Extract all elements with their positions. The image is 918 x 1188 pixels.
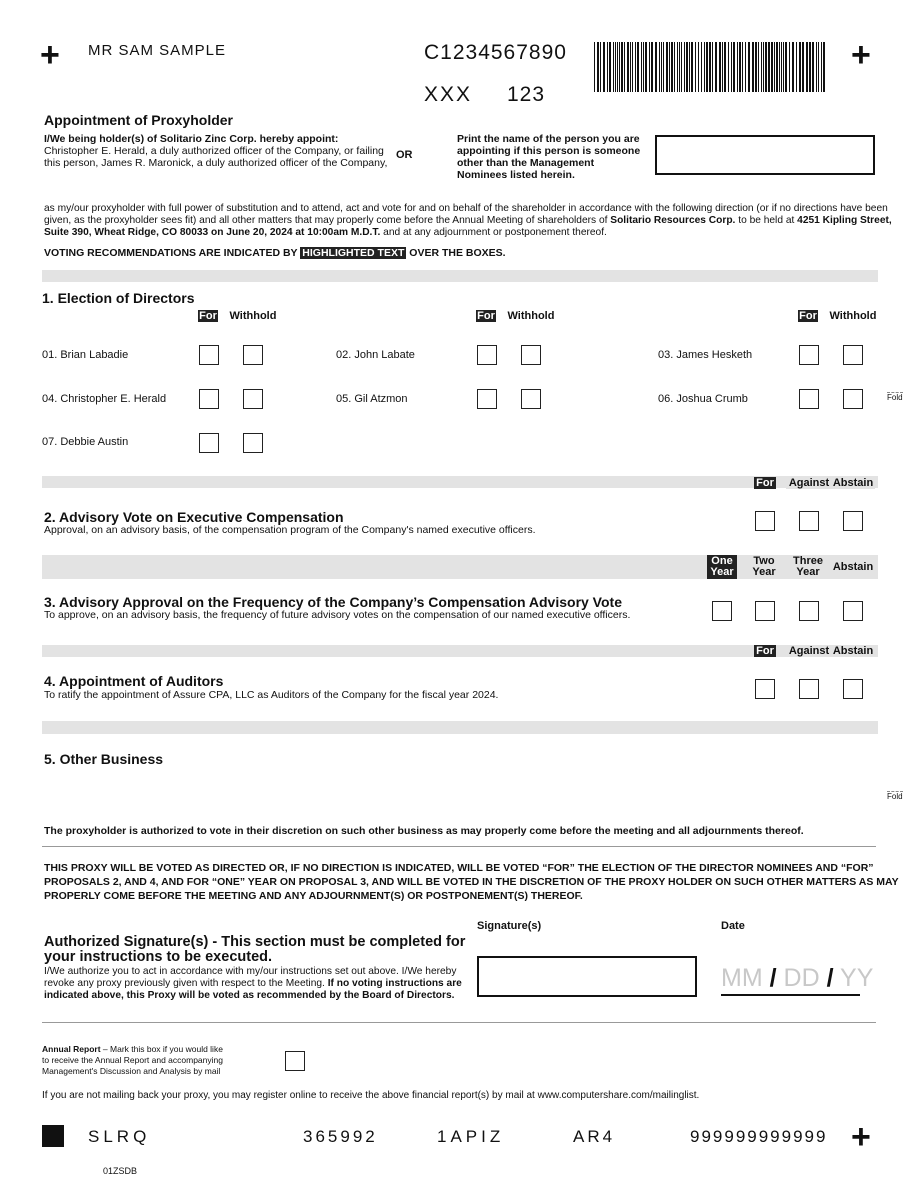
- barcode-bar: [651, 42, 653, 92]
- barcode-bar: [719, 42, 721, 92]
- signature-label: Signature(s): [477, 920, 542, 932]
- barcode-bar: [637, 42, 639, 92]
- authority-line2a: given, as the proxyholder sees fit) and all other matters that may properly come before the Annual Meeting of shareholders of: [44, 215, 611, 226]
- p3-two-year-checkbox[interactable]: [755, 601, 775, 621]
- withhold-header-col3: Withhold: [829, 310, 877, 322]
- barcode-bar: [776, 42, 778, 92]
- holder-name: MR SAM SAMPLE: [88, 42, 227, 59]
- director-07-withhold-checkbox[interactable]: [243, 433, 263, 453]
- code-right: 123: [507, 83, 546, 106]
- proxyholder-name-field[interactable]: [655, 135, 875, 175]
- footer-code-4: AR4: [573, 1127, 616, 1146]
- barcode-bar: [695, 42, 696, 92]
- p4-abstain-checkbox[interactable]: [843, 679, 863, 699]
- director-06-for-checkbox[interactable]: [799, 389, 819, 409]
- director-02: 02. John Labate: [336, 349, 415, 361]
- barcode-bar: [619, 42, 620, 92]
- barcode-bar: [792, 42, 794, 92]
- annual-report-label: [42, 1044, 223, 1077]
- barcode-bar: [748, 42, 750, 92]
- p3-description: To approve, on an advisory basis, the frequency of future advisory votes on the compensation of our named executive officers.: [44, 609, 631, 621]
- barcode-bar: [739, 42, 741, 92]
- barcode-bar: [674, 42, 675, 92]
- p2-description: Approval, on an advisory basis, of the compensation program of the Company's named executive officers.: [44, 524, 536, 536]
- barcode-bar: [799, 42, 801, 92]
- alt-line2: appointing if this person is someone: [457, 145, 641, 157]
- p3-two-a: Two: [753, 555, 775, 567]
- meeting-place-time: Suite 390, Wheat Ridge, CO 80033 on June 20, 2024 at 10:00am M.D.T.: [44, 227, 381, 238]
- barcode-bar: [818, 42, 819, 92]
- barcode-bar: [806, 42, 808, 92]
- barcode-bar: [659, 42, 660, 92]
- p3-abstain-checkbox[interactable]: [843, 601, 863, 621]
- barcode-bar: [617, 42, 618, 92]
- barcode-bar: [597, 42, 599, 92]
- director-01-withhold-checkbox[interactable]: [243, 345, 263, 365]
- barcode-bar: [737, 42, 738, 92]
- election-title: 1. Election of Directors: [42, 290, 195, 306]
- date-dd: DD: [783, 964, 820, 992]
- barcode-bar: [816, 42, 817, 92]
- signature-title-line2: your instructions to be executed.: [44, 949, 273, 965]
- director-03-for-checkbox[interactable]: [799, 345, 819, 365]
- p3-abstain-header: Abstain: [832, 561, 874, 573]
- barcode-bar: [661, 42, 662, 92]
- company-name: Solitario Resources Corp.: [610, 215, 736, 226]
- p3-three-a: Three: [793, 555, 823, 567]
- barcode-bar: [752, 42, 754, 92]
- director-03-withhold-checkbox[interactable]: [843, 345, 863, 365]
- barcode-bar: [701, 42, 702, 92]
- signature-body-line2b: If no voting instructions are: [327, 978, 462, 989]
- director-03: 03. James Hesketh: [658, 349, 753, 361]
- barcode-bar: [632, 42, 633, 92]
- barcode-bar: [765, 42, 767, 92]
- barcode-bar: [643, 42, 644, 92]
- divider-2: [42, 1022, 876, 1023]
- director-05-for-checkbox[interactable]: [477, 389, 497, 409]
- registration-mark-bottom-right: +: [851, 1118, 871, 1156]
- p4-for-header: For: [754, 645, 776, 657]
- barcode-bar: [594, 42, 595, 92]
- barcode-bar: [671, 42, 673, 92]
- or-label: OR: [396, 149, 413, 161]
- withhold-header-col2: Withhold: [507, 310, 555, 322]
- director-01: 01. Brian Labadie: [42, 349, 129, 361]
- barcode-bar: [809, 42, 811, 92]
- barcode-bar: [681, 42, 682, 92]
- p3-three-b: Year: [796, 566, 820, 578]
- director-05-withhold-checkbox[interactable]: [521, 389, 541, 409]
- barcode-bar: [763, 42, 764, 92]
- appointment-title: Appointment of Proxyholder: [44, 112, 233, 128]
- footer-code-5: 999999999999: [690, 1127, 828, 1146]
- annual-report-checkbox[interactable]: [285, 1051, 305, 1071]
- date-mm: MM: [721, 964, 763, 992]
- director-06: 06. Joshua Crumb: [658, 393, 748, 405]
- barcode-bar: [698, 42, 699, 92]
- director-01-for-checkbox[interactable]: [199, 345, 219, 365]
- appointment-text: [44, 133, 387, 169]
- date-yy: YY: [840, 964, 874, 992]
- section-band-4: [42, 645, 878, 657]
- barcode-bar: [783, 42, 784, 92]
- barcode-bar: [677, 42, 678, 92]
- barcode-bar: [627, 42, 629, 92]
- barcode-bar: [796, 42, 797, 92]
- date-slash-1: /: [769, 964, 777, 992]
- barcode-bar: [789, 42, 790, 92]
- appointment-line1: I/We being holder(s) of Solitario Zinc Corp. hereby appoint:: [44, 133, 339, 145]
- for-header-col1: For: [199, 310, 217, 322]
- date-slash-2: /: [826, 964, 834, 992]
- p3-title: 3. Advisory Approval on the Frequency of the Company’s Compensation Advisory Vote: [44, 594, 622, 610]
- date-label: Date: [721, 920, 745, 932]
- p4-description: To ratify the appointment of Assure CPA, LLC as Auditors of the Company for the fiscal year 2024.: [44, 689, 499, 701]
- director-05: 05. Gil Atzmon: [336, 393, 408, 405]
- barcode-bar: [645, 42, 647, 92]
- barcode-bar: [722, 42, 723, 92]
- p2-for-header: For: [754, 477, 776, 489]
- p2-against-header: Against: [786, 477, 832, 489]
- notice-line1: THIS PROXY WILL BE VOTED AS DIRECTED OR, IF NO DIRECTION IS INDICATED, WILL BE VOTED “FOR” THE ELECTION OF THE DIRECTOR NOMINEES AND “FOR”: [44, 862, 874, 874]
- barcode-bar: [607, 42, 608, 92]
- barcode-bar: [686, 42, 688, 92]
- alt-line3: other than the Management: [457, 157, 595, 169]
- barcode-bar: [679, 42, 680, 92]
- director-07-for-checkbox[interactable]: [199, 433, 219, 453]
- barcode-bar: [728, 42, 729, 92]
- director-04: 04. Christopher E. Herald: [42, 393, 167, 405]
- signature-body-line2a: revoke any proxy previously given with respect to the Meeting.: [44, 978, 328, 989]
- discretion-text: The proxyholder is authorized to vote in their discretion on such other business as may properly come before the meeting and all adjournments thereof.: [44, 825, 804, 837]
- annual-report-bold: Annual Report: [42, 1044, 101, 1054]
- authority-line2: [44, 215, 892, 227]
- barcode-bar: [821, 42, 822, 92]
- section-band-2: [42, 476, 878, 488]
- p3-one-a: One: [711, 555, 733, 567]
- barcode-bar: [635, 42, 636, 92]
- notice-line2: PROPOSALS 2, AND 4, AND FOR “ONE” YEAR ON PROPOSAL 3, AND WILL BE VOTED IN THE DISCRETION OF THE PROXY HOLDER ON SUCH OTHER MATTERS AS MAY: [44, 876, 899, 888]
- control-number: C1234567890: [424, 41, 567, 64]
- barcode-bar: [666, 42, 668, 92]
- p3-two-year-header: [748, 556, 780, 578]
- p2-title: 2. Advisory Vote on Executive Compensation: [44, 509, 344, 525]
- barcode-bar: [649, 42, 650, 92]
- barcode-bar: [655, 42, 657, 92]
- barcode: [594, 42, 828, 92]
- barcode-bar: [609, 42, 611, 92]
- online-registration-text: If you are not mailing back your proxy, you may register online to receive the above financial report(s) by mail at www.computershare.com/mailinglist.: [42, 1090, 700, 1101]
- p2-abstain-checkbox[interactable]: [843, 511, 863, 531]
- barcode-bar: [669, 42, 670, 92]
- annual-line2: to receive the Annual Report and accompanying: [42, 1055, 223, 1065]
- director-02-withhold-checkbox[interactable]: [521, 345, 541, 365]
- appointment-line2: Christopher E. Herald, a duly authorized officer of the Company, or failing: [44, 145, 384, 157]
- p3-two-b: Year: [752, 566, 776, 578]
- barcode-bar: [779, 42, 780, 92]
- barcode-bar: [706, 42, 708, 92]
- barcode-bar: [758, 42, 759, 92]
- barcode-bar: [745, 42, 746, 92]
- barcode-bar: [785, 42, 787, 92]
- rec-highlight: HIGHLIGHTED TEXT: [302, 247, 405, 259]
- barcode-bar: [624, 42, 625, 92]
- meeting-address: 4251 Kipling Street,: [797, 215, 892, 226]
- p3-three-year-checkbox[interactable]: [799, 601, 819, 621]
- barcode-bar: [812, 42, 814, 92]
- barcode-bar: [600, 42, 601, 92]
- signature-body-line2: [44, 978, 462, 990]
- barcode-bar: [774, 42, 775, 92]
- for-header-col2: For: [477, 310, 495, 322]
- voting-recommendation-note: [44, 247, 506, 259]
- for-header-col3: For: [799, 310, 817, 322]
- barcode-bar: [709, 42, 711, 92]
- registration-mark-top-right: +: [851, 36, 871, 74]
- director-04-withhold-checkbox[interactable]: [243, 389, 263, 409]
- code-left: XXX: [424, 83, 473, 106]
- barcode-bar: [684, 42, 685, 92]
- annual-line1: [42, 1044, 223, 1055]
- footer-code-1: SLRQ: [88, 1127, 151, 1146]
- annual-line3: Management's Discussion and Analysis by mail: [42, 1066, 221, 1076]
- p4-against-header: Against: [788, 645, 830, 657]
- p4-for-checkbox[interactable]: [755, 679, 775, 699]
- alt-line4: Nominees listed herein.: [457, 169, 575, 181]
- barcode-bar: [689, 42, 690, 92]
- annual-label1: – Mark this box if you would like: [100, 1044, 223, 1054]
- p4-title: 4. Appointment of Auditors: [44, 673, 224, 689]
- barcode-bar: [771, 42, 773, 92]
- p3-one-year-header: [707, 555, 737, 579]
- registration-mark-top-left: +: [40, 36, 60, 74]
- barcode-bar: [731, 42, 732, 92]
- p3-one-year-checkbox[interactable]: [712, 601, 732, 621]
- p2-for-checkbox[interactable]: [755, 511, 775, 531]
- barcode-bar: [641, 42, 642, 92]
- p2-against-checkbox[interactable]: [799, 511, 819, 531]
- barcode-bar: [761, 42, 762, 92]
- director-07: 07. Debbie Austin: [42, 436, 129, 448]
- barcode-bar: [621, 42, 623, 92]
- date-field[interactable]: [721, 962, 874, 996]
- barcode-bar: [704, 42, 705, 92]
- signature-field[interactable]: [477, 956, 697, 997]
- barcode-bar: [742, 42, 743, 92]
- authority-line3b: and at any adjournment or postponement thereof.: [380, 227, 607, 238]
- signature-body-line1: I/We authorize you to act in accordance with my/our instructions set out above. I/We hereby: [44, 966, 457, 977]
- barcode-bar: [603, 42, 605, 92]
- signature-title: [44, 935, 465, 965]
- p4-against-checkbox[interactable]: [799, 679, 819, 699]
- signature-title-line1: Authorized Signature(s) - This section must be completed for: [44, 934, 466, 950]
- fold-mark-1: Fold: [887, 393, 903, 402]
- director-04-for-checkbox[interactable]: [199, 389, 219, 409]
- barcode-bar: [733, 42, 735, 92]
- appointment-line3: this person, James R. Maronick, a duly authorized officer of the Company,: [44, 157, 388, 169]
- rec-after: OVER THE BOXES.: [406, 247, 506, 259]
- footer-marker-square: [42, 1125, 64, 1147]
- director-06-withhold-checkbox[interactable]: [843, 389, 863, 409]
- withhold-header-col1: Withhold: [229, 310, 277, 322]
- signature-body-line3: indicated above, this Proxy will be voted as recommended by the Board of Directors.: [44, 990, 455, 1001]
- p3-one-b: Year: [710, 566, 734, 578]
- director-02-for-checkbox[interactable]: [477, 345, 497, 365]
- divider-1: [42, 846, 876, 847]
- barcode-bar: [802, 42, 804, 92]
- signature-body: [44, 966, 462, 1002]
- p2-abstain-header: Abstain: [832, 477, 874, 489]
- form-id: 01ZSDB: [103, 1166, 138, 1176]
- alt-line1: Print the name of the person you are: [457, 133, 640, 145]
- footer-code-2: 365992: [303, 1127, 378, 1146]
- barcode-bar: [781, 42, 782, 92]
- barcode-bar: [724, 42, 726, 92]
- barcode-bar: [691, 42, 693, 92]
- rec-before: VOTING RECOMMENDATIONS ARE INDICATED BY: [44, 247, 301, 259]
- authority-line3: [44, 227, 884, 239]
- notice-line3: PROPERLY COME BEFORE THE MEETING AND ANY ADJOURNMENT(S) OR POSTPONEMENT(S) THEREOF.: [44, 890, 583, 902]
- barcode-bar: [630, 42, 631, 92]
- p3-three-year-header: [790, 556, 826, 578]
- barcode-bar: [663, 42, 664, 92]
- barcode-bar: [755, 42, 757, 92]
- barcode-bar: [715, 42, 717, 92]
- section-band-1: [42, 270, 878, 282]
- footer-code-3: 1APIZ: [437, 1127, 505, 1146]
- voting-notice: [44, 861, 899, 903]
- p4-abstain-header: Abstain: [832, 645, 874, 657]
- authority-paragraph: [44, 203, 892, 239]
- section-band-5: [42, 721, 878, 734]
- barcode-bar: [768, 42, 770, 92]
- authority-line2c: to be held at: [735, 215, 798, 226]
- alternate-appointee-text: [457, 133, 640, 181]
- authority-line1: as my/our proxyholder with full power of substitution and to attend, act and vote for and on behalf of the shareholder in accordance with the following direction (or if no directions have been: [44, 203, 888, 214]
- barcode-bar: [615, 42, 616, 92]
- fold-mark-2: Fold: [887, 792, 903, 801]
- barcode-bar: [613, 42, 614, 92]
- barcode-bar: [712, 42, 713, 92]
- other-business-title: 5. Other Business: [44, 751, 164, 767]
- barcode-bar: [823, 42, 825, 92]
